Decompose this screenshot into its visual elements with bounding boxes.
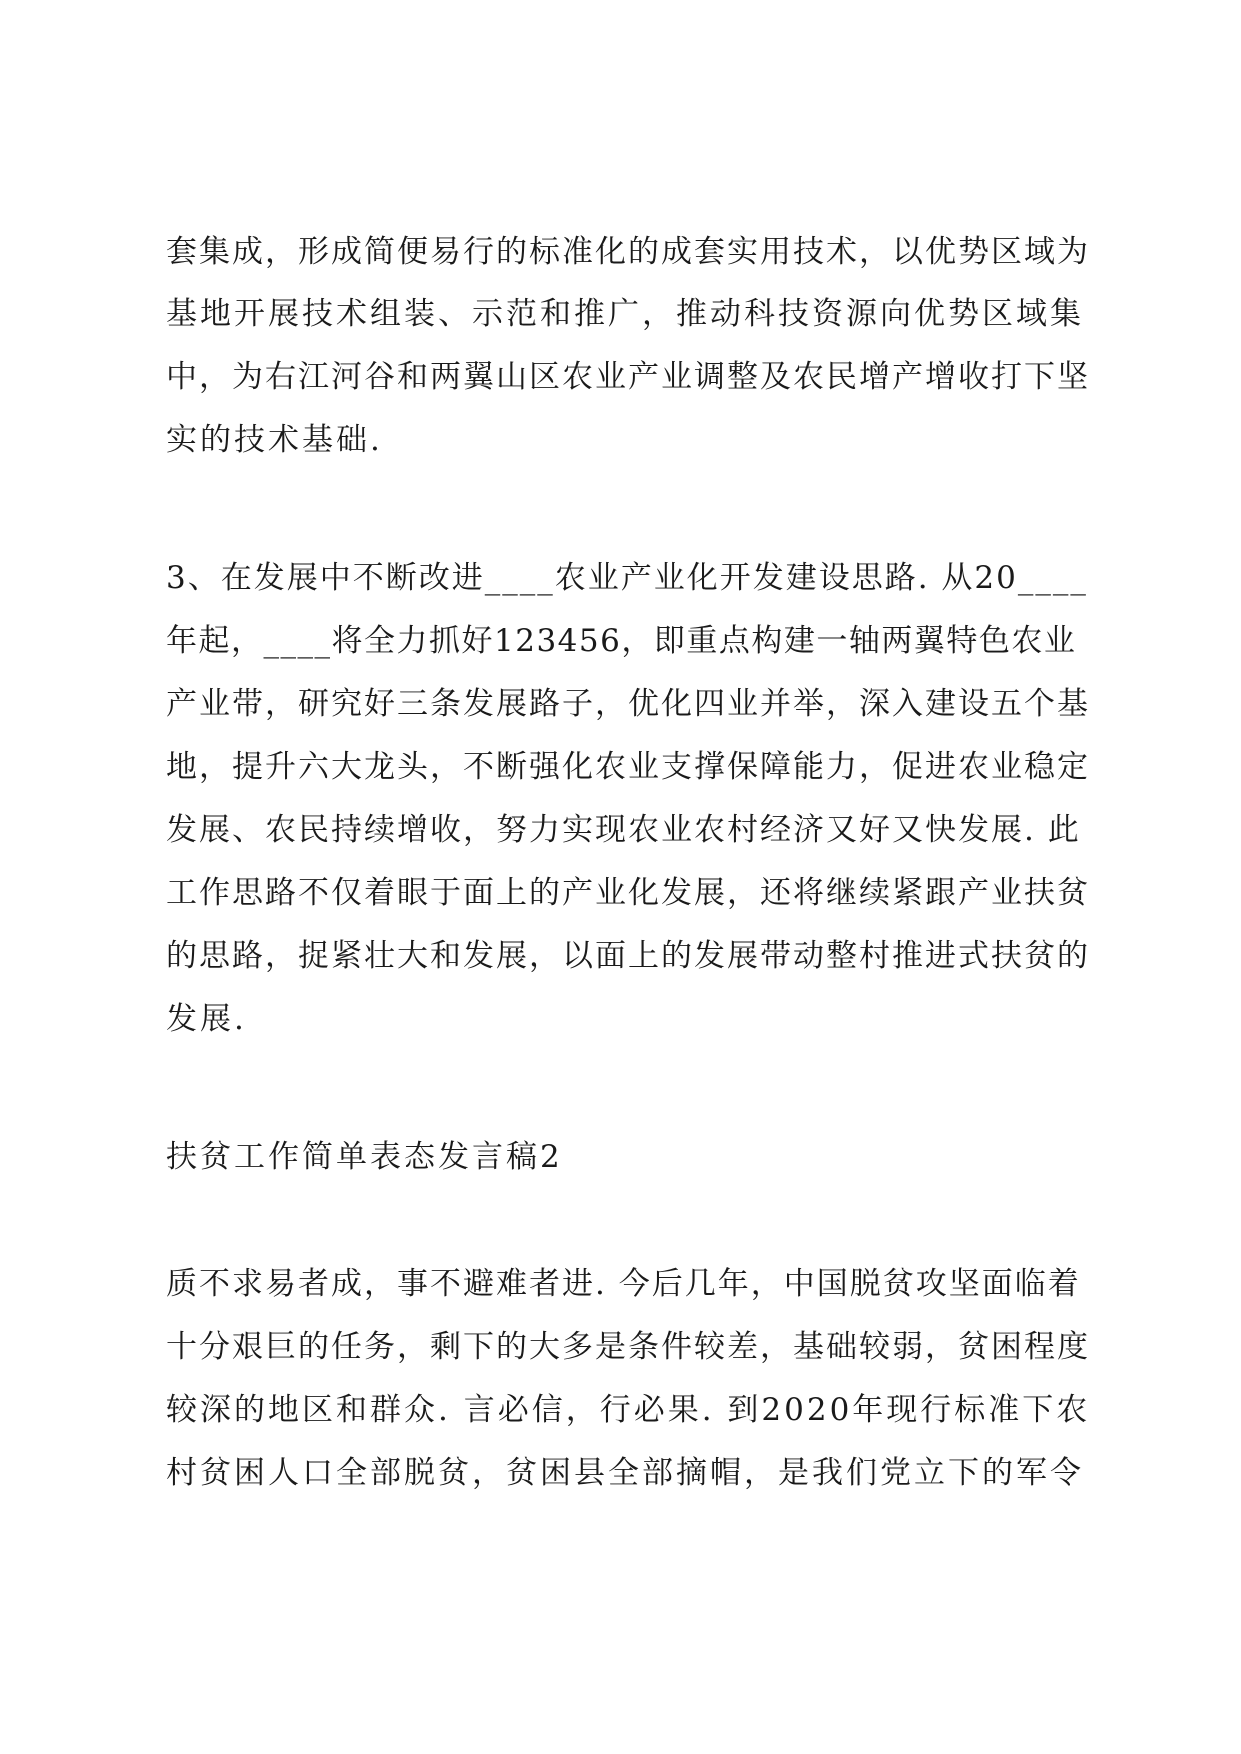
paragraph-line: 实的技术基础. [166,422,383,458]
paragraph-line: 中，为右江河谷和两翼山区农业产业调整及农民增产增收打下坚 [166,359,1090,395]
paragraph-line: 十分艰巨的任务，剩下的大多是条件较差，基础较弱，贫困程度 [166,1329,1090,1365]
paragraph-line: 3、在发展中不断改进____农业产业化开发建设思路. 从20____ [166,560,1088,596]
paragraph-line: 地，提升六大龙头，不断强化农业支撑保障能力，促进农业稳定 [166,749,1090,785]
paragraph-line: 套集成，形成简便易行的标准化的成套实用技术，以优势区域为 [166,234,1090,270]
paragraph-line: 较深的地区和群众. 言必信，行必果. 到2020年现行标准下农 [166,1392,1091,1428]
paragraph-line: 的思路，捉紧壮大和发展，以面上的发展带动整村推进式扶贫的 [166,938,1090,974]
paragraph-line: 工作思路不仅着眼于面上的产业化发展，还将继续紧跟产业扶贫 [166,875,1090,911]
paragraph-line: 产业带，研究好三条发展路子，优化四业并举，深入建设五个基 [166,686,1090,722]
paragraph-line: 质不求易者成，事不避难者进. 今后几年，中国脱贫攻坚面临着 [166,1266,1081,1302]
paragraph-line: 年起，____将全力抓好123456，即重点构建一轴两翼特色农业 [166,623,1077,659]
paragraph-line: 村贫困人口全部脱贫，贫困县全部摘帽，是我们党立下的军令 [166,1455,1084,1491]
paragraph-line: 发展、农民持续增收，努力实现农业农村经济又好又快发展. 此 [166,812,1081,848]
paragraph-line: 发展. [166,1001,247,1037]
paragraph-line: 基地开展技术组装、示范和推广，推动科技资源向优势区域集 [166,296,1084,332]
section-heading: 扶贫工作简单表态发言稿2 [166,1139,563,1175]
